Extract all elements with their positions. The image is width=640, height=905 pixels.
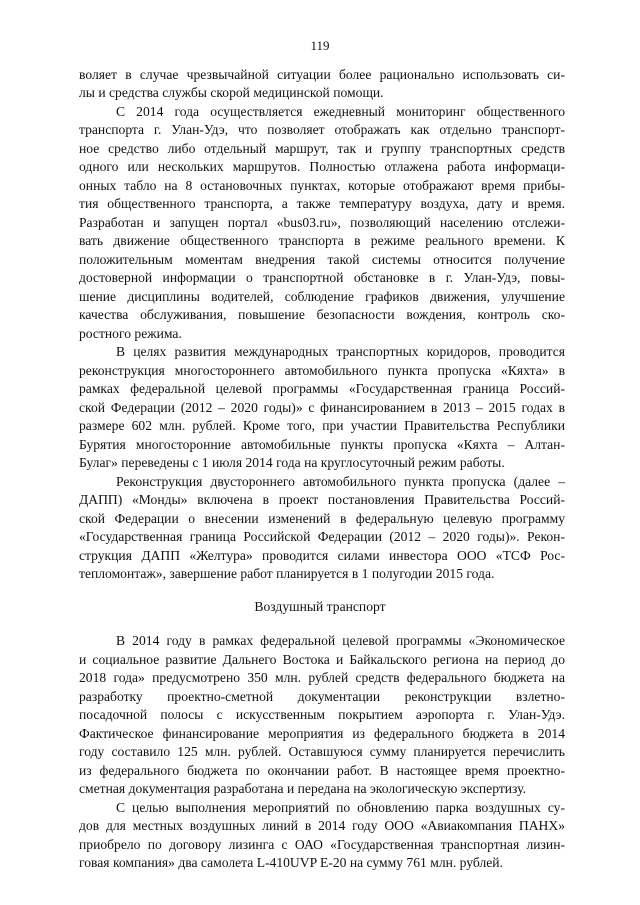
paragraph-line: ное средство либо отдельный маршрут, так и группу транспортных средств <box>79 141 565 156</box>
paragraph-line: «Государственная граница Российской Федерации (2012 – 2020 годы)». Рекон- <box>79 529 565 544</box>
paragraph-line: В целях развития международных транспортных коридоров, проводится <box>116 344 565 359</box>
paragraph-line: онных табло на 8 остановочных пунктах, которые отображают время прибы- <box>79 178 565 193</box>
paragraph-line: вать движение общественного транспорта в режиме реального времени. К <box>79 233 565 248</box>
paragraph-line: разработку проектно-сметной документации реконструкции взлетно- <box>79 689 565 704</box>
section-heading: Воздушный транспорт <box>254 599 386 614</box>
paragraph-line: тепломонтаж», завершение работ планируется в 1 полугодии 2015 года. <box>79 566 495 581</box>
paragraph-line: сметная документация разработана и передана на экологическую экспертизу. <box>79 781 526 796</box>
paragraph-line: транспорта г. Улан-Удэ, что позволяет отображать как отдельно транспорт- <box>79 122 565 137</box>
paragraph-line: Разработан и запущен портал «bus03.ru», позволяющий населению отслежи- <box>79 215 565 230</box>
paragraph-line: достоверной информации о транспортной обстановке в г. Улан-Удэ, повы- <box>79 270 565 285</box>
paragraph-line: размере 602 млн. рублей. Кроме того, при участии Правительства Республики <box>79 418 565 433</box>
paragraph-line: положительным моментам внедрения такой системы относится получение <box>79 252 565 267</box>
paragraph-line: лы и средства службы скорой медицинской помощи. <box>79 85 384 100</box>
paragraph-line: С 2014 года осуществляется ежедневный мониторинг общественного <box>116 104 565 119</box>
paragraph-line: ской Федерации о внесении изменений в федеральную целевую программу <box>79 511 565 526</box>
paragraph-line: одного или нескольких маршрутов. Полностью отлажена работа информаци- <box>79 159 565 174</box>
paragraph-line: качества обслуживания, повышение безопасности вождения, контроль ско- <box>79 307 565 322</box>
paragraph-line: 2018 года» предусмотрено 350 млн. рублей средств федерального бюджета на <box>79 670 565 685</box>
paragraph-line: воляет в случае чрезвычайной ситуации более рационально использовать си- <box>79 67 565 82</box>
page-number: 119 <box>310 38 330 53</box>
paragraph-line: реконструкция многостороннего автомобильного пункта пропуска «Кяхта» в <box>79 363 565 378</box>
paragraph-line: и социальное развитие Дальнего Востока и Байкальского региона на период до <box>79 652 565 667</box>
paragraph-line: С целью выполнения мероприятий по обновлению парка воздушных су- <box>116 800 565 815</box>
paragraph-line: В 2014 году в рамках федеральной целевой программы «Экономическое <box>116 633 565 648</box>
paragraph-line: дов для местных воздушных линий в 2014 году ООО «Авиакомпания ПАНХ» <box>79 818 565 833</box>
paragraph-line: ДАПП) «Монды» включена в проект постановления Правительства Россий- <box>79 492 565 507</box>
paragraph-line: Реконструкция двустороннего автомобильного пункта пропуска (далее – <box>116 474 565 489</box>
paragraph-line: струкция ДАПП «Желтура» проводится силами инвестора ООО «ТСФ Рос- <box>79 548 565 563</box>
paragraph-line: тия общественного транспорта, а также температуру воздуха, дату и время. <box>79 196 565 211</box>
paragraph-line: ской Федерации (2012 – 2020 годы)» с финансированием в 2013 – 2015 годах в <box>79 400 565 415</box>
paragraph-line: шение дисциплины водителей, соблюдение графиков движения, улучшение <box>79 289 565 304</box>
paragraph-line: из федерального бюджета по окончании работ. В настоящее время проектно- <box>79 763 565 778</box>
paragraph-line: рамках федеральной целевой программы «Государственная граница Россий- <box>79 381 565 396</box>
paragraph-line: году составило 125 млн. рублей. Оставшуюся сумму планируется перечислить <box>79 744 565 759</box>
paragraph-line: Бурятия многосторонние автомобильные пункты пропуска «Кяхта – Алтан- <box>79 437 565 452</box>
paragraph-line: ростного режима. <box>79 326 182 341</box>
paragraph-line: посадочной полосы с искусственным покрытием аэропорта г. Улан-Удэ. <box>79 707 565 722</box>
paragraph-line: приобрело по договору лизинга с ОАО «Государственная транспортная лизин- <box>79 837 565 852</box>
paragraph-line: говая компания» два самолета L-410UVP E-20 на сумму 761 млн. рублей. <box>79 855 503 870</box>
paragraph-line: Фактическое финансирование мероприятия из федерального бюджета в 2014 <box>79 726 565 741</box>
paragraph-line: Булаг» переведены с 1 июля 2014 года на круглосуточный режим работы. <box>79 455 505 470</box>
